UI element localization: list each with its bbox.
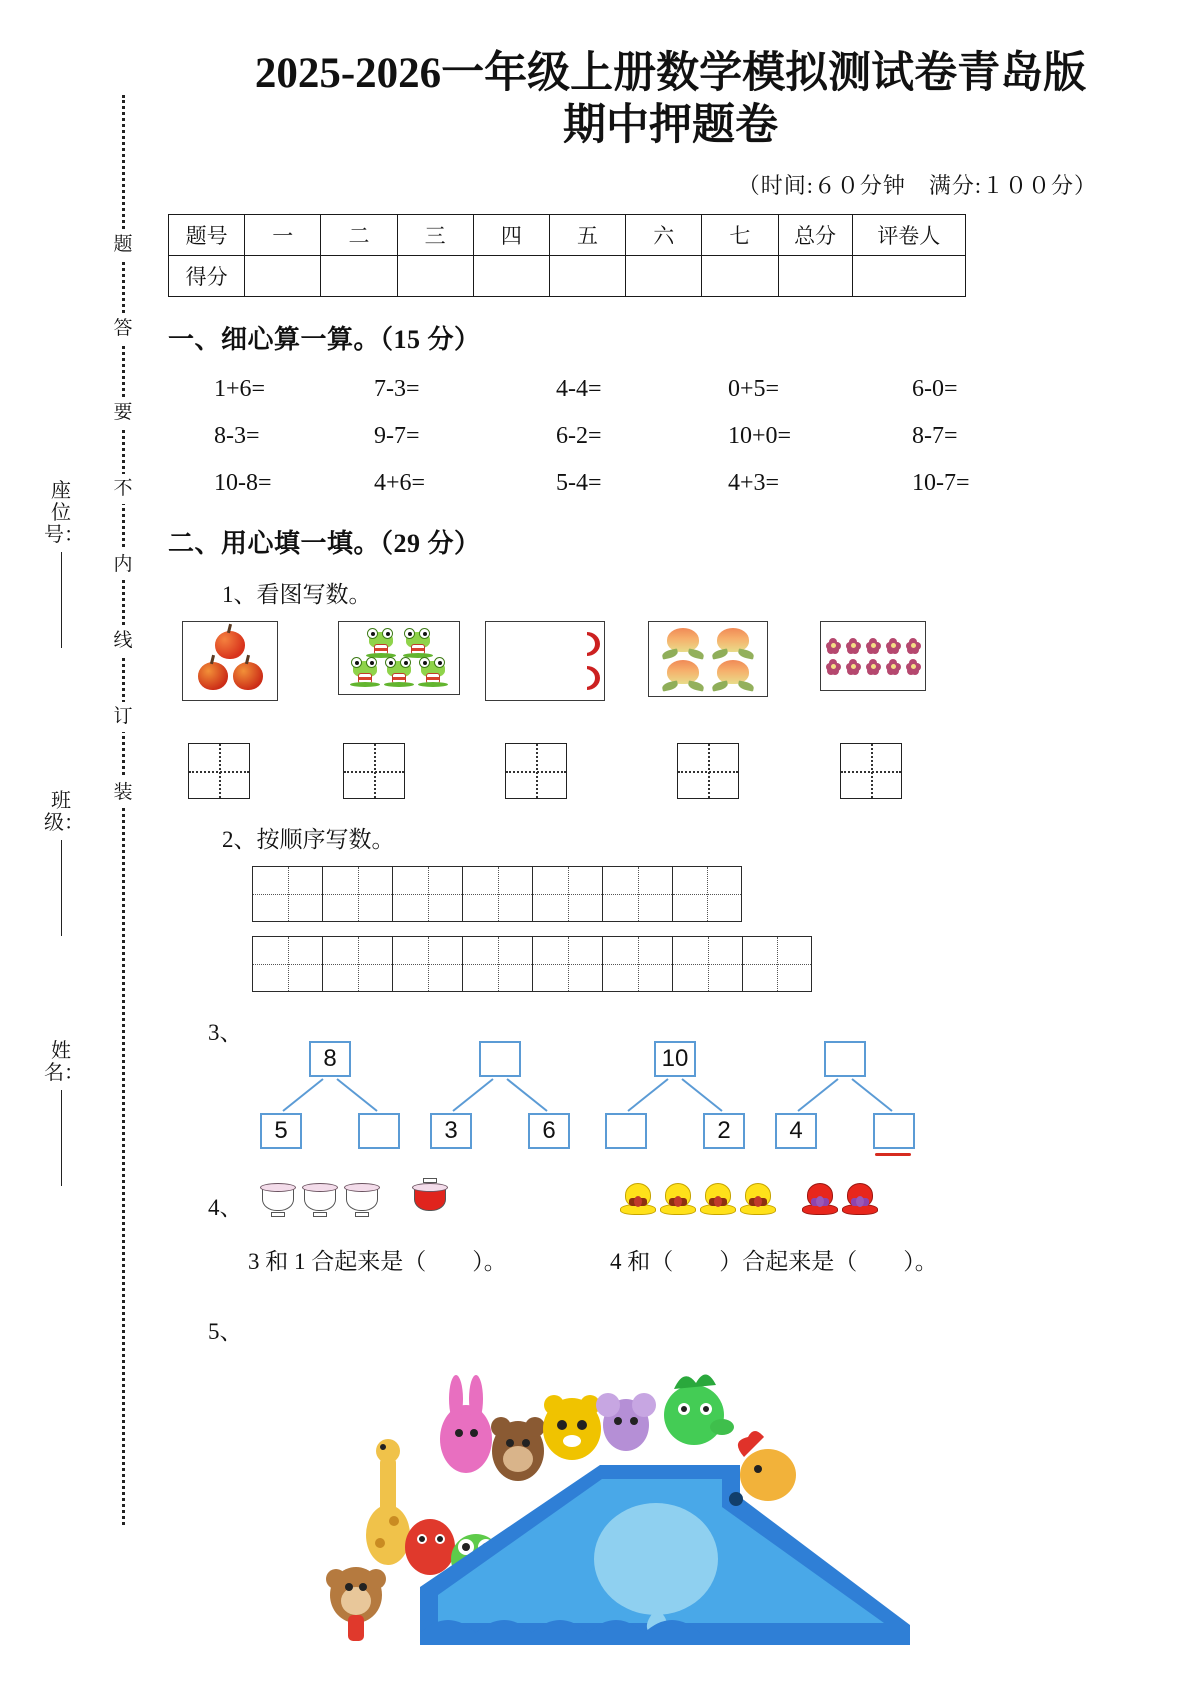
calc-item[interactable]: 9-7= xyxy=(374,422,420,449)
score-col-grader: 评卷人 xyxy=(852,214,965,255)
name-label: 姓名： xyxy=(44,1040,84,1084)
calc-item[interactable]: 4+6= xyxy=(374,469,426,496)
peach-icon xyxy=(663,628,703,658)
crescent-icon xyxy=(587,632,600,656)
number-bond xyxy=(260,1041,400,1151)
flower-icon xyxy=(846,638,861,653)
class-rule xyxy=(61,840,62,936)
calc-item[interactable]: 8-3= xyxy=(214,422,260,449)
seal-char-1: 答 xyxy=(108,314,138,344)
sequence-cell[interactable] xyxy=(672,866,742,922)
apple-icon xyxy=(215,631,245,659)
score-value-total[interactable] xyxy=(778,255,852,296)
chick-icon xyxy=(802,1181,838,1215)
bond-left-value[interactable]: 3 xyxy=(430,1113,472,1149)
calc-row-2 xyxy=(150,423,1191,450)
score-col-5: 六 xyxy=(626,214,702,255)
number-bond xyxy=(775,1041,915,1151)
red-pen-mark xyxy=(875,1153,911,1156)
calc-row-1 xyxy=(150,376,1191,403)
flower-icon xyxy=(906,638,921,653)
bond-top-value[interactable] xyxy=(824,1041,866,1077)
score-col-0: 一 xyxy=(245,214,321,255)
bond-top-value[interactable] xyxy=(479,1041,521,1077)
sequence-cell[interactable] xyxy=(462,866,532,922)
peach-icon xyxy=(663,660,703,690)
elephant-slide-with-animals-icon xyxy=(270,1347,960,1647)
bond-left-value[interactable]: 5 xyxy=(260,1113,302,1149)
calc-item[interactable]: 7-3= xyxy=(374,375,420,402)
calc-item[interactable]: 5-4= xyxy=(556,469,602,496)
item-1-label: 1、看图写数。 xyxy=(222,581,372,607)
seat-number-field[interactable] xyxy=(44,480,84,648)
peach-icon xyxy=(713,660,753,690)
sequence-cell[interactable] xyxy=(252,866,322,922)
flower-icon xyxy=(886,638,901,653)
number-bond xyxy=(605,1041,745,1151)
chick-group-red xyxy=(802,1181,878,1215)
bowl-icon xyxy=(344,1181,380,1215)
calc-item[interactable]: 6-0= xyxy=(912,375,958,402)
sequence-grid-row1 xyxy=(252,866,1191,922)
picture-box-peaches xyxy=(648,621,768,697)
score-table-row-label-0: 题号 xyxy=(169,214,245,255)
chick-icon xyxy=(660,1181,696,1215)
bond-right-value[interactable] xyxy=(873,1113,915,1149)
item-4-block xyxy=(150,1171,1191,1279)
bond-right-value[interactable]: 2 xyxy=(703,1113,745,1149)
calc-item[interactable]: 8-7= xyxy=(912,422,958,449)
score-table xyxy=(168,214,966,297)
flower-icon xyxy=(826,659,841,674)
section-2-heading: 二、用心填一填。（29 分） xyxy=(168,528,481,558)
sequence-cell[interactable] xyxy=(602,936,672,992)
calc-item[interactable]: 4+3= xyxy=(728,469,780,496)
flower-icon xyxy=(866,659,881,674)
calc-item[interactable]: 10-7= xyxy=(912,469,970,496)
chick-icon xyxy=(740,1181,776,1215)
flower-icon xyxy=(846,659,861,674)
seal-char-6: 订 xyxy=(108,702,138,732)
picture-box-flowers xyxy=(820,621,926,691)
frog-icon xyxy=(366,630,396,656)
bowl-icon xyxy=(302,1181,338,1215)
sequence-cell[interactable] xyxy=(392,866,462,922)
answer-box[interactable] xyxy=(677,743,739,799)
calc-item[interactable]: 10+0= xyxy=(728,422,792,449)
picture-box-frogs xyxy=(338,621,460,695)
seal-char-7: 装 xyxy=(108,778,138,808)
sequence-cell[interactable] xyxy=(602,866,672,922)
chick-icon xyxy=(620,1181,656,1215)
sequence-grid-row2 xyxy=(252,936,1191,992)
bowl-icon xyxy=(260,1181,296,1215)
picture-box-apples xyxy=(182,621,278,701)
score-value-2[interactable] xyxy=(397,255,473,296)
crescent-icon xyxy=(587,666,600,690)
sequence-cell[interactable] xyxy=(322,936,392,992)
flower-icon xyxy=(886,659,901,674)
frog-icon xyxy=(418,659,448,685)
calc-item[interactable]: 6-2= xyxy=(556,422,602,449)
sequence-cell[interactable] xyxy=(252,936,322,992)
seal-char-3: 不 xyxy=(108,474,138,504)
score-col-3: 四 xyxy=(473,214,549,255)
item-4-left-question[interactable]: 3 和 1 合起来是（ ）。 xyxy=(248,1248,507,1274)
sequence-cell[interactable] xyxy=(322,866,392,922)
sequence-cell[interactable] xyxy=(532,936,602,992)
score-value-grader[interactable] xyxy=(852,255,965,296)
answer-box[interactable] xyxy=(505,743,567,799)
name-rule xyxy=(61,1090,62,1186)
section-1-heading: 一、细心算一算。（15 分） xyxy=(168,324,481,354)
class-field[interactable] xyxy=(44,790,84,936)
page-title-line2: 期中押题卷 xyxy=(563,102,778,150)
chick-group-yellow xyxy=(620,1181,776,1215)
flower-icon xyxy=(906,659,921,674)
frog-icon xyxy=(350,659,380,685)
score-col-4: 五 xyxy=(549,214,625,255)
flower-icon xyxy=(826,638,841,653)
frog-icon xyxy=(403,630,433,656)
seal-char-4: 内 xyxy=(108,550,138,580)
seal-char-5: 线 xyxy=(108,626,138,656)
bond-top-value[interactable]: 10 xyxy=(654,1041,696,1077)
class-label: 班级： xyxy=(44,790,84,834)
sequence-cell[interactable] xyxy=(532,866,602,922)
bond-top-value[interactable]: 8 xyxy=(309,1041,351,1077)
score-col-2: 三 xyxy=(397,214,473,255)
picture-box-crescents xyxy=(485,621,605,701)
score-value-4[interactable] xyxy=(549,255,625,296)
seal-char-0: 题 xyxy=(108,230,138,260)
bond-right-value[interactable]: 6 xyxy=(528,1113,570,1149)
number-bond-row xyxy=(150,1041,1191,1153)
exam-paper-body xyxy=(150,0,1191,1684)
seal-margin-strip xyxy=(0,0,150,1684)
item-4-right-question[interactable]: 4 和（ ）合起来是（ ）。 xyxy=(610,1248,938,1274)
score-value-6[interactable] xyxy=(702,255,778,296)
score-value-0[interactable] xyxy=(245,255,321,296)
seal-char-2: 要 xyxy=(108,398,138,428)
answer-box[interactable] xyxy=(343,743,405,799)
picture-row xyxy=(150,621,1191,733)
item-3-label: 3、 xyxy=(208,1019,243,1045)
bond-left-value[interactable]: 4 xyxy=(775,1113,817,1149)
sequence-cell[interactable] xyxy=(462,936,532,992)
sequence-cell[interactable] xyxy=(672,936,742,992)
sequence-cell[interactable] xyxy=(392,936,462,992)
bowl-group-white xyxy=(260,1181,380,1215)
calc-item[interactable]: 0+5= xyxy=(728,375,780,402)
sequence-cell[interactable] xyxy=(742,936,812,992)
table-row xyxy=(169,214,966,255)
item-2-label: 2、按顺序写数。 xyxy=(222,826,395,852)
number-bond xyxy=(430,1041,570,1151)
score-value-3[interactable] xyxy=(473,255,549,296)
score-col-total: 总分 xyxy=(778,214,852,255)
table-row xyxy=(169,255,966,296)
seal-vertical-characters xyxy=(104,230,142,808)
answer-box-row xyxy=(150,743,1191,805)
score-col-6: 七 xyxy=(702,214,778,255)
seat-number-label: 座位号： xyxy=(44,480,84,546)
calc-item[interactable]: 1+6= xyxy=(214,375,266,402)
item-4-label: 4、 xyxy=(208,1194,243,1220)
apple-icon xyxy=(233,662,263,690)
score-value-1[interactable] xyxy=(321,255,397,296)
seat-number-rule xyxy=(61,552,62,648)
answer-box[interactable] xyxy=(188,743,250,799)
calc-item[interactable]: 10-8= xyxy=(214,469,272,496)
chick-icon xyxy=(842,1181,878,1215)
name-field[interactable] xyxy=(44,1040,84,1186)
page-title xyxy=(150,48,1191,153)
calc-item[interactable]: 4-4= xyxy=(556,375,602,402)
exam-info: （时间:６０分钟 满分:１００分） xyxy=(737,172,1097,198)
chick-icon xyxy=(700,1181,736,1215)
item-5-label: 5、 xyxy=(208,1318,243,1344)
frog-icon xyxy=(384,659,414,685)
answer-box[interactable] xyxy=(840,743,902,799)
flower-icon xyxy=(866,638,881,653)
page-title-line1: 2025-2026一年级上册数学模拟测试卷青岛版 xyxy=(254,50,1087,97)
peach-icon xyxy=(713,628,753,658)
score-value-5[interactable] xyxy=(626,255,702,296)
bond-left-value[interactable] xyxy=(605,1113,647,1149)
score-col-1: 二 xyxy=(321,214,397,255)
calc-row-3 xyxy=(150,470,1191,497)
apple-icon xyxy=(198,662,228,690)
score-table-row-label-1: 得分 xyxy=(169,255,245,296)
bond-right-value[interactable] xyxy=(358,1113,400,1149)
